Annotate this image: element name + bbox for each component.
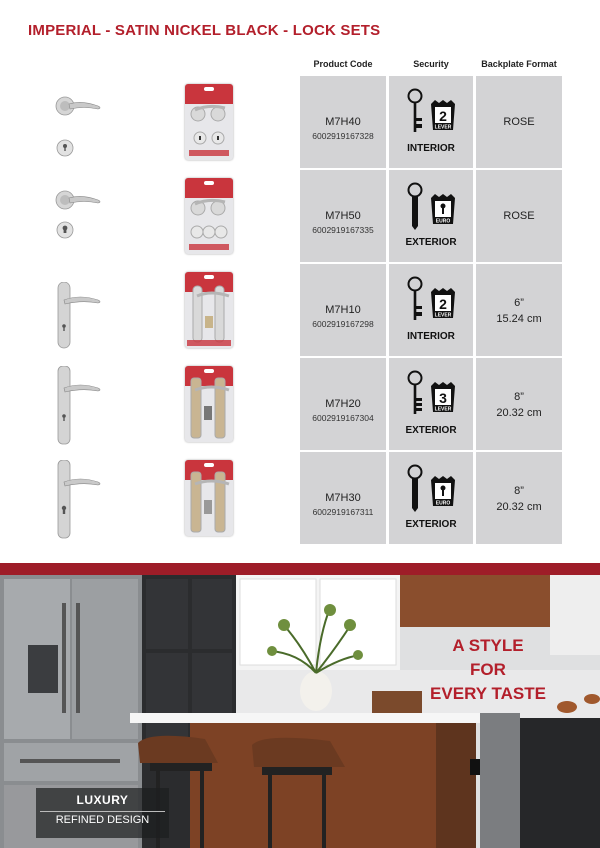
security-type: EXTERIOR [405,237,457,248]
lever-word: LEVER [434,124,452,131]
security-type: EXTERIOR [405,425,457,436]
backplate-format: 6” [514,297,524,309]
lever-count: 3 [439,390,447,406]
lockset-package-photo [185,84,233,160]
luxury-label: LUXURY [76,793,129,807]
lever-word: LEVER [434,406,452,413]
security-cell [389,452,473,544]
lockset-package-photo [185,460,233,536]
barcode-number: 6002919167328 [312,131,374,141]
backplate-size-cm: 15.24 cm [496,313,542,325]
security-type: INTERIOR [407,331,455,342]
column-header-code: Product Code [313,59,373,69]
backplate-size-cm: 20.32 cm [496,501,542,513]
refined-design-label: REFINED DESIGN [55,814,150,826]
lever-word: LEVER [434,312,452,319]
table-row [0,358,600,450]
euro-key-icon [405,182,461,232]
table-row [0,264,600,356]
security-type: INTERIOR [407,143,455,154]
euro-key-icon [405,464,461,514]
product-code-cell [300,358,386,450]
table-row [0,76,600,168]
security-cell [389,170,473,262]
product-code: M7H50 [325,210,361,222]
backplate-size-cm: 20.32 cm [496,407,542,419]
table-row [0,170,600,262]
product-code-cell [300,452,386,544]
backplate-format: 8” [514,391,524,403]
backplate-format: ROSE [503,116,535,128]
table-row [0,452,600,544]
backplate-handle-photo [52,460,108,540]
lever-key-icon [405,276,461,326]
security-cell [389,264,473,356]
lever-count: EURO [435,500,451,507]
product-code-cell [300,264,386,356]
lever-key-icon [405,88,461,138]
barcode-number: 6002919167335 [312,225,374,235]
product-code: M7H40 [325,116,361,128]
backplate-handle-photo [52,366,108,446]
page-title: IMPERIAL - SATIN NICKEL BLACK - LOCK SETS [28,22,381,39]
backplate-cell [476,76,562,168]
luxury-divider [40,811,165,812]
security-cell [389,76,473,168]
barcode-number: 6002919167311 [312,507,374,517]
barcode-number: 6002919167298 [312,319,374,329]
security-type: EXTERIOR [405,519,457,530]
lever-count: 2 [439,108,447,124]
rose-handle-photo [52,94,108,164]
product-code-cell [300,76,386,168]
banner-tagline [420,634,556,706]
product-code: M7H10 [325,304,361,316]
lever-key-icon [405,370,461,420]
backplate-cell [476,170,562,262]
column-header-backplate: Backplate Format [481,59,557,69]
backplate-handle-photo [52,282,108,352]
lockset-package-photo [185,272,233,348]
column-header-security: Security [413,59,449,69]
barcode-number: 6002919167304 [312,413,374,423]
backplate-format: ROSE [503,210,535,222]
tagline-line-1: A STYLE [452,636,524,655]
backplate-cell [476,452,562,544]
lockset-package-photo [185,178,233,254]
backplate-cell [476,264,562,356]
backplate-format: 8” [514,485,524,497]
product-code-cell [300,170,386,262]
product-code: M7H30 [325,492,361,504]
security-cell [389,358,473,450]
tagline-line-3: EVERY TASTE [430,684,546,703]
lever-count: 2 [439,296,447,312]
backplate-cell [476,358,562,450]
tagline-line-2: FOR [470,660,506,679]
product-code: M7H20 [325,398,361,410]
lockset-package-photo [185,366,233,442]
rose-handle-photo [52,188,108,258]
lever-count: EURO [435,218,451,225]
